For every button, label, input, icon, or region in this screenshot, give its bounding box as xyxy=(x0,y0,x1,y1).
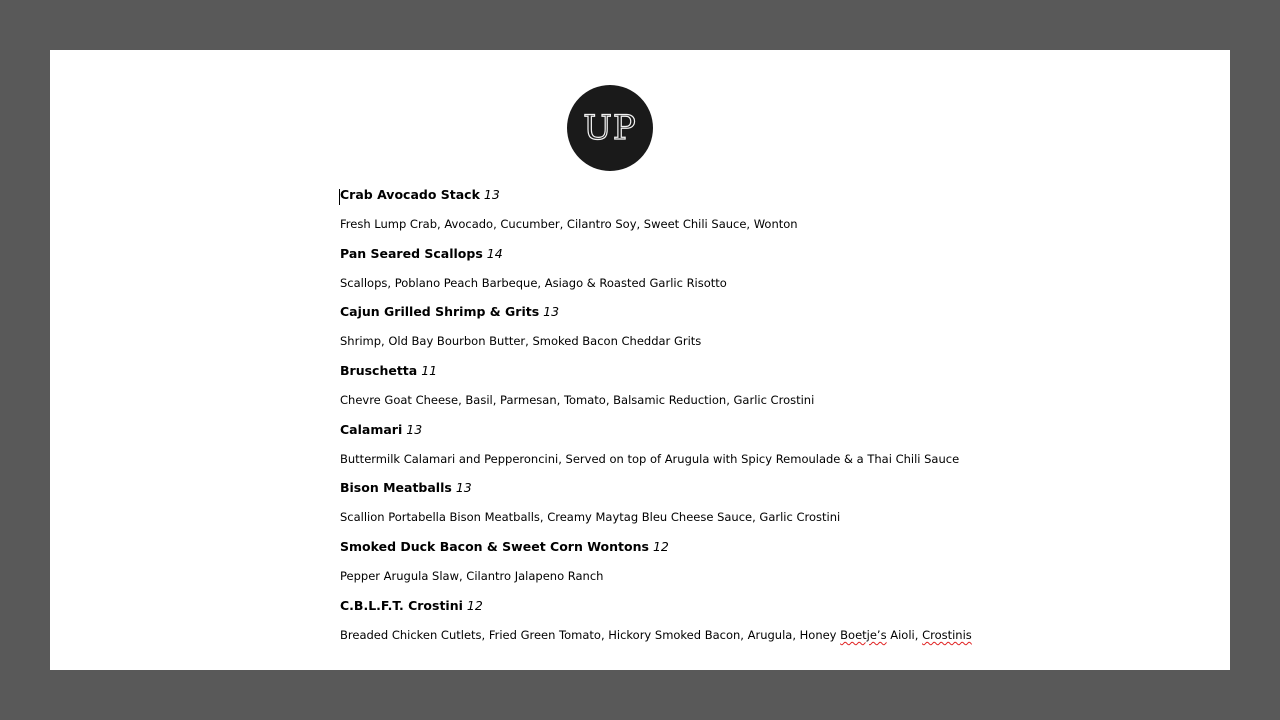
menu-item xyxy=(340,184,1160,243)
menu-item-price: 14 xyxy=(486,245,503,261)
menu-item-price: 12 xyxy=(652,539,669,555)
menu-item xyxy=(340,419,1160,478)
menu-item-price: 13 xyxy=(455,480,472,496)
text-cursor xyxy=(339,189,340,205)
menu-item-name: Cajun Grilled Shrimp & Grits xyxy=(340,304,540,320)
menu-item-title[interactable] xyxy=(340,187,500,202)
menu-item-name: Pan Seared Scallops xyxy=(340,245,483,261)
menu-item-name: Calamari xyxy=(340,421,403,437)
menu-item-description[interactable]: Scallops, Poblano Peach Barbeque, Asiago & Roasted Garlic Risotto xyxy=(340,275,727,290)
menu-item-description[interactable]: Chevre Goat Cheese, Basil, Parmesan, Tomato, Balsamic Reduction, Garlic Crostini xyxy=(340,393,815,408)
menu-item-description[interactable]: Buttermilk Calamari and Pepperoncini, Served on top of Arugula with Spicy Remoulade & a Thai Chili Sauce xyxy=(340,451,960,466)
description-text: Aioli, xyxy=(886,627,923,642)
menu-item-description[interactable]: Scallion Portabella Bison Meatballs, Creamy Maytag Bleu Cheese Sauce, Garlic Crostini xyxy=(340,510,841,525)
menu-item-description[interactable] xyxy=(340,628,972,642)
menu-item xyxy=(340,360,1160,419)
menu-item-title[interactable] xyxy=(340,246,503,261)
menu-item-description[interactable]: Pepper Arugula Slaw, Cilantro Jalapeno Ranch xyxy=(340,569,604,584)
menu-item-title[interactable] xyxy=(340,363,437,378)
menu-item-title[interactable] xyxy=(340,539,669,554)
up-logo-text: UP xyxy=(583,108,637,148)
menu-item xyxy=(340,595,1160,654)
document-page[interactable] xyxy=(50,50,1230,670)
menu-item-description[interactable]: Shrimp, Old Bay Bourbon Butter, Smoked Bacon Cheddar Grits xyxy=(340,334,702,349)
menu-item-name: Crab Avocado Stack xyxy=(340,187,480,202)
menu-item-name: C.B.L.F.T. Crostini xyxy=(340,597,463,613)
menu-item-title[interactable] xyxy=(340,598,483,613)
up-logo xyxy=(567,85,653,171)
misspelled-word[interactable]: Crostinis xyxy=(922,627,972,642)
misspelled-word[interactable]: Boetje’s xyxy=(840,627,887,642)
menu-item xyxy=(340,477,1160,536)
menu-item xyxy=(340,301,1160,360)
menu-item xyxy=(340,243,1160,302)
menu-item-price: 13 xyxy=(406,421,423,437)
menu-item-title[interactable] xyxy=(340,422,422,437)
menu-list xyxy=(340,184,1160,654)
menu-item-name: Bruschetta xyxy=(340,363,418,379)
menu-item-title[interactable] xyxy=(340,304,559,319)
menu-item-name: Bison Meatballs xyxy=(340,480,452,496)
menu-item-name: Smoked Duck Bacon & Sweet Corn Wontons xyxy=(340,539,649,555)
menu-item-price: 13 xyxy=(543,304,560,320)
menu-item-price: 11 xyxy=(421,363,438,379)
menu-item-title[interactable] xyxy=(340,480,472,495)
menu-item-price: 12 xyxy=(466,597,483,613)
description-text: Breaded Chicken Cutlets, Fried Green Tomato, Hickory Smoked Bacon, Arugula, Honey xyxy=(340,627,841,642)
menu-item-price: 13 xyxy=(483,187,500,202)
menu-item-description[interactable]: Fresh Lump Crab, Avocado, Cucumber, Cilantro Soy, Sweet Chili Sauce, Wonton xyxy=(340,217,798,231)
menu-item xyxy=(340,536,1160,595)
